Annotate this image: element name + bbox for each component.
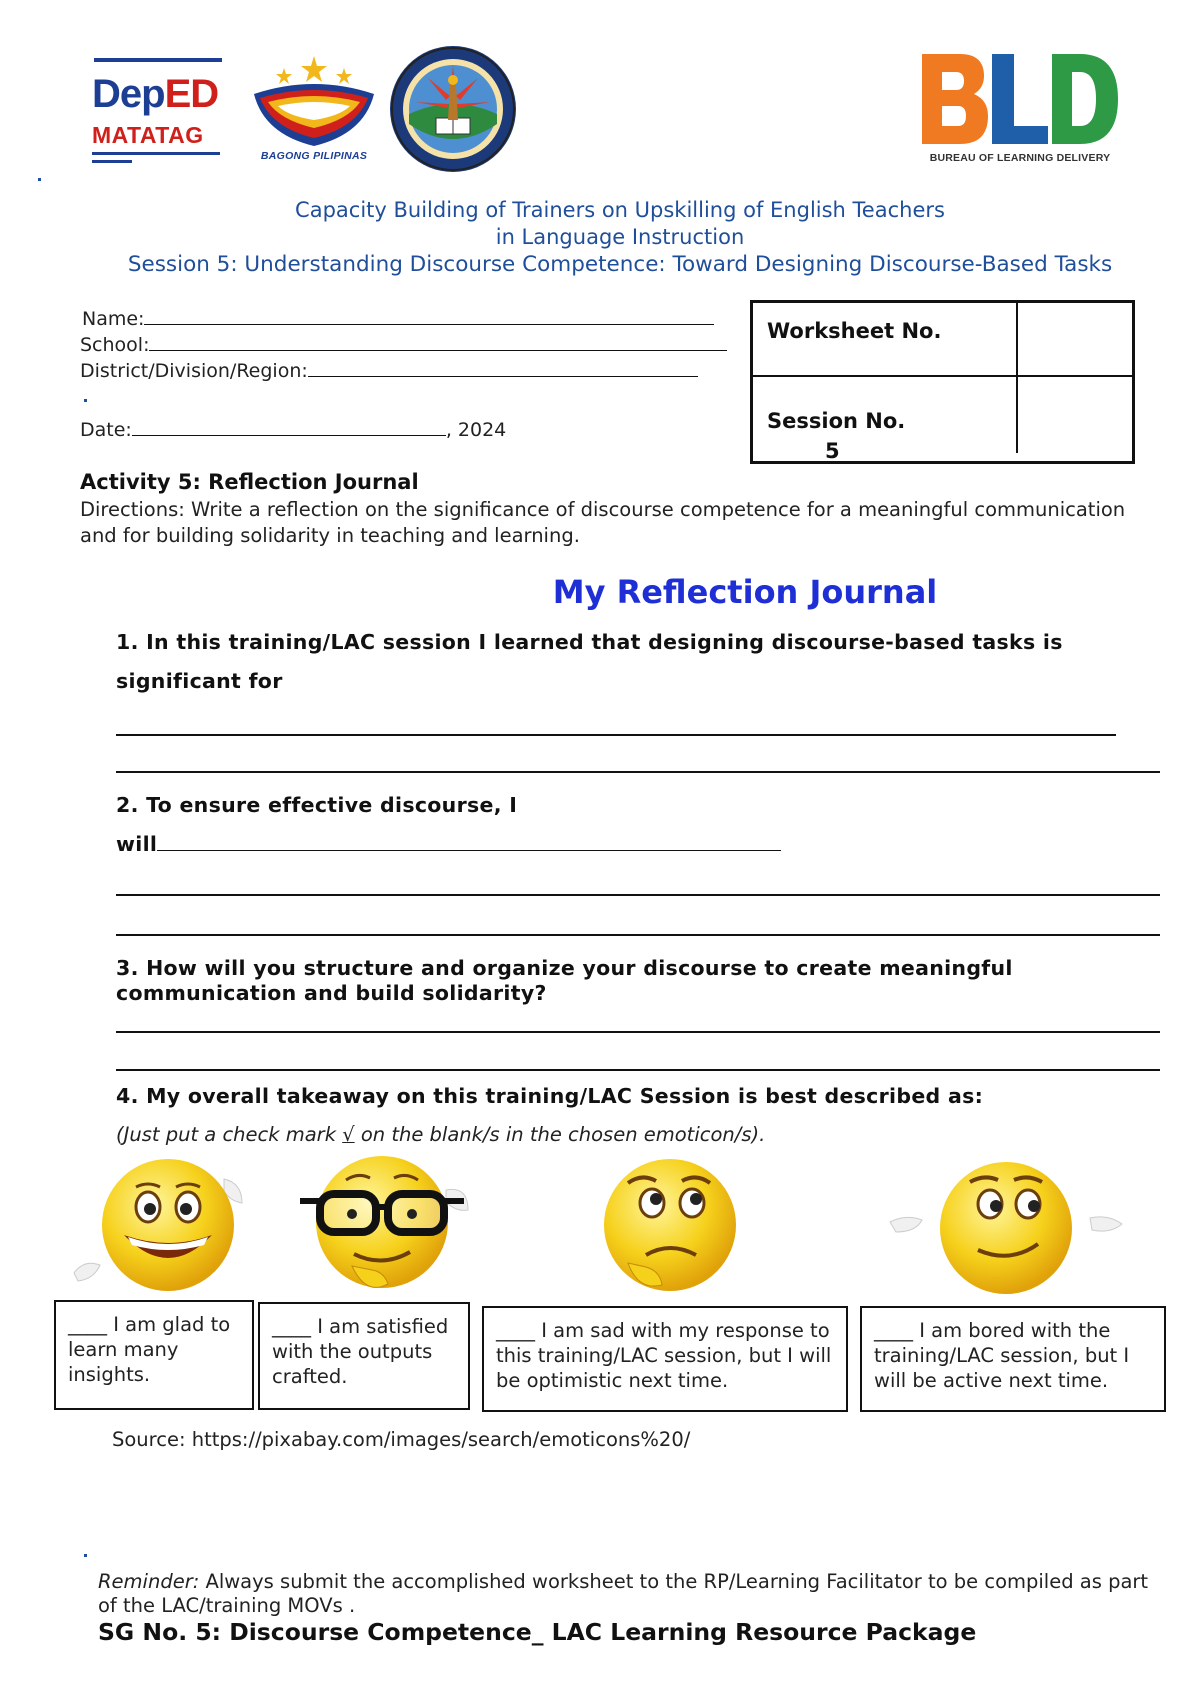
district-field[interactable] — [80, 359, 698, 382]
reminder-text: Always submit the accomplished worksheet to the RP/Learning Facilitator to be compiled as part of the LAC/training MOVs . — [98, 1570, 1149, 1617]
emoticon-text: I am bored with the training/LAC session, but I will be active next time. — [874, 1319, 1130, 1392]
title-line-1: Capacity Building of Trainers on Upskilling of English Teachers — [295, 198, 945, 222]
dot-mark — [84, 1554, 87, 1557]
glasses-emoji-icon — [296, 1150, 476, 1300]
question-3-line-2: communication and build solidarity? — [116, 981, 547, 1005]
question-1-line-2: significant for — [116, 669, 283, 693]
name-blank[interactable] — [144, 307, 714, 325]
deped-matatag-logo — [92, 56, 222, 166]
answer-line-1b[interactable] — [116, 771, 1160, 773]
answer-line-3b[interactable] — [116, 1069, 1160, 1071]
emoticon-text: I am glad to learn many insights. — [68, 1313, 231, 1386]
footer-title: SG No. 5: Discourse Competence_ LAC Learning Resource Package — [98, 1618, 977, 1646]
sad-emoji-icon — [598, 1155, 748, 1295]
bld-logo — [920, 48, 1120, 168]
dot-mark — [84, 399, 87, 402]
bored-emoji-icon — [886, 1158, 1126, 1298]
date-label: Date: — [80, 419, 132, 441]
school-blank[interactable] — [149, 333, 727, 351]
question-1-line-1: 1. In this training/LAC session I learned that designing discourse-based tasks is — [116, 630, 1063, 654]
reminder — [98, 1570, 1158, 1618]
image-source: Source: https://pixabay.com/images/search/emoticons%20/ — [112, 1428, 691, 1451]
question-2-will: will — [116, 832, 158, 856]
activity-directions: Directions: Write a reflection on the significance of discourse competence for a meaningful communication and for building solidarity in teaching and learning. — [80, 498, 1126, 547]
district-blank[interactable] — [308, 359, 698, 377]
journal-title: My Reflection Journal — [552, 573, 938, 611]
answer-line-2a[interactable] — [116, 894, 1160, 896]
deped-word-b: ED — [164, 72, 219, 116]
school-label: School: — [80, 334, 150, 356]
check-instruction — [116, 1123, 765, 1146]
instruction-part-a: (Just put a check mark — [116, 1123, 343, 1146]
worksheet-table — [750, 300, 1135, 464]
title-line-2: in Language Instruction — [495, 225, 745, 249]
answer-line-3a[interactable] — [116, 1031, 1160, 1033]
session-no-value: 5 — [825, 439, 840, 463]
deped-word-a: Dep — [92, 72, 165, 116]
worksheet-no-label: Worksheet No. — [767, 319, 942, 343]
session-no-label: Session No. — [767, 409, 906, 433]
bagong-pilipinas-text: BAGONG PILIPINAS — [260, 150, 368, 162]
name-label: Name: — [82, 308, 145, 330]
answer-line-2-inline[interactable] — [157, 833, 781, 851]
date-field[interactable] — [80, 418, 506, 441]
matatag-text: MATATAG — [92, 122, 204, 148]
emoticon-box-bored[interactable] — [860, 1306, 1166, 1412]
check-blank[interactable]: ____ — [496, 1319, 535, 1342]
check-mark: √ — [342, 1123, 355, 1146]
emoticon-box-satisfied[interactable] — [258, 1302, 470, 1410]
title-line-3: Session 5: Understanding Discourse Competence: Toward Designing Discourse-Based Tasks — [127, 252, 1113, 277]
answer-line-2b[interactable] — [116, 934, 1160, 936]
reminder-label: Reminder: — [98, 1570, 200, 1593]
emoticon-text: I am sad with my response to this training/LAC session, but I will be optimistic next time. — [496, 1319, 832, 1392]
date-year: , 2024 — [445, 419, 507, 441]
name-field[interactable] — [82, 307, 714, 330]
question-2-line-2 — [116, 832, 781, 856]
check-blank[interactable]: ____ — [68, 1313, 107, 1336]
question-2-line-1: 2. To ensure effective discourse, I — [116, 793, 518, 817]
date-blank[interactable] — [132, 418, 446, 436]
question-4: 4. My overall takeaway on this training/LAC Session is best described as: — [116, 1084, 984, 1108]
dot-mark — [38, 178, 41, 181]
check-blank[interactable]: ____ — [272, 1315, 311, 1338]
emoticon-box-glad[interactable] — [54, 1300, 254, 1410]
school-field[interactable] — [80, 333, 727, 356]
caraga-region-seal — [388, 44, 518, 174]
bagong-pilipinas-logo — [244, 54, 384, 166]
question-3-line-1: 3. How will you structure and organize your discourse to create meaningful — [116, 956, 1013, 980]
district-label: District/Division/Region: — [80, 360, 308, 382]
check-blank[interactable]: ____ — [874, 1319, 913, 1342]
emoticon-box-sad[interactable] — [482, 1306, 848, 1412]
bld-subtitle: BUREAU OF LEARNING DELIVERY — [929, 152, 1111, 164]
answer-line-1a[interactable] — [116, 734, 1116, 736]
instruction-part-b: on the blank/s in the chosen emoticon/s). — [354, 1123, 766, 1146]
activity-heading: Activity 5: Reflection Journal — [80, 470, 419, 494]
emoticon-text: I am satisfied with the outputs crafted. — [272, 1315, 449, 1388]
laughing-emoji-icon — [64, 1155, 264, 1295]
